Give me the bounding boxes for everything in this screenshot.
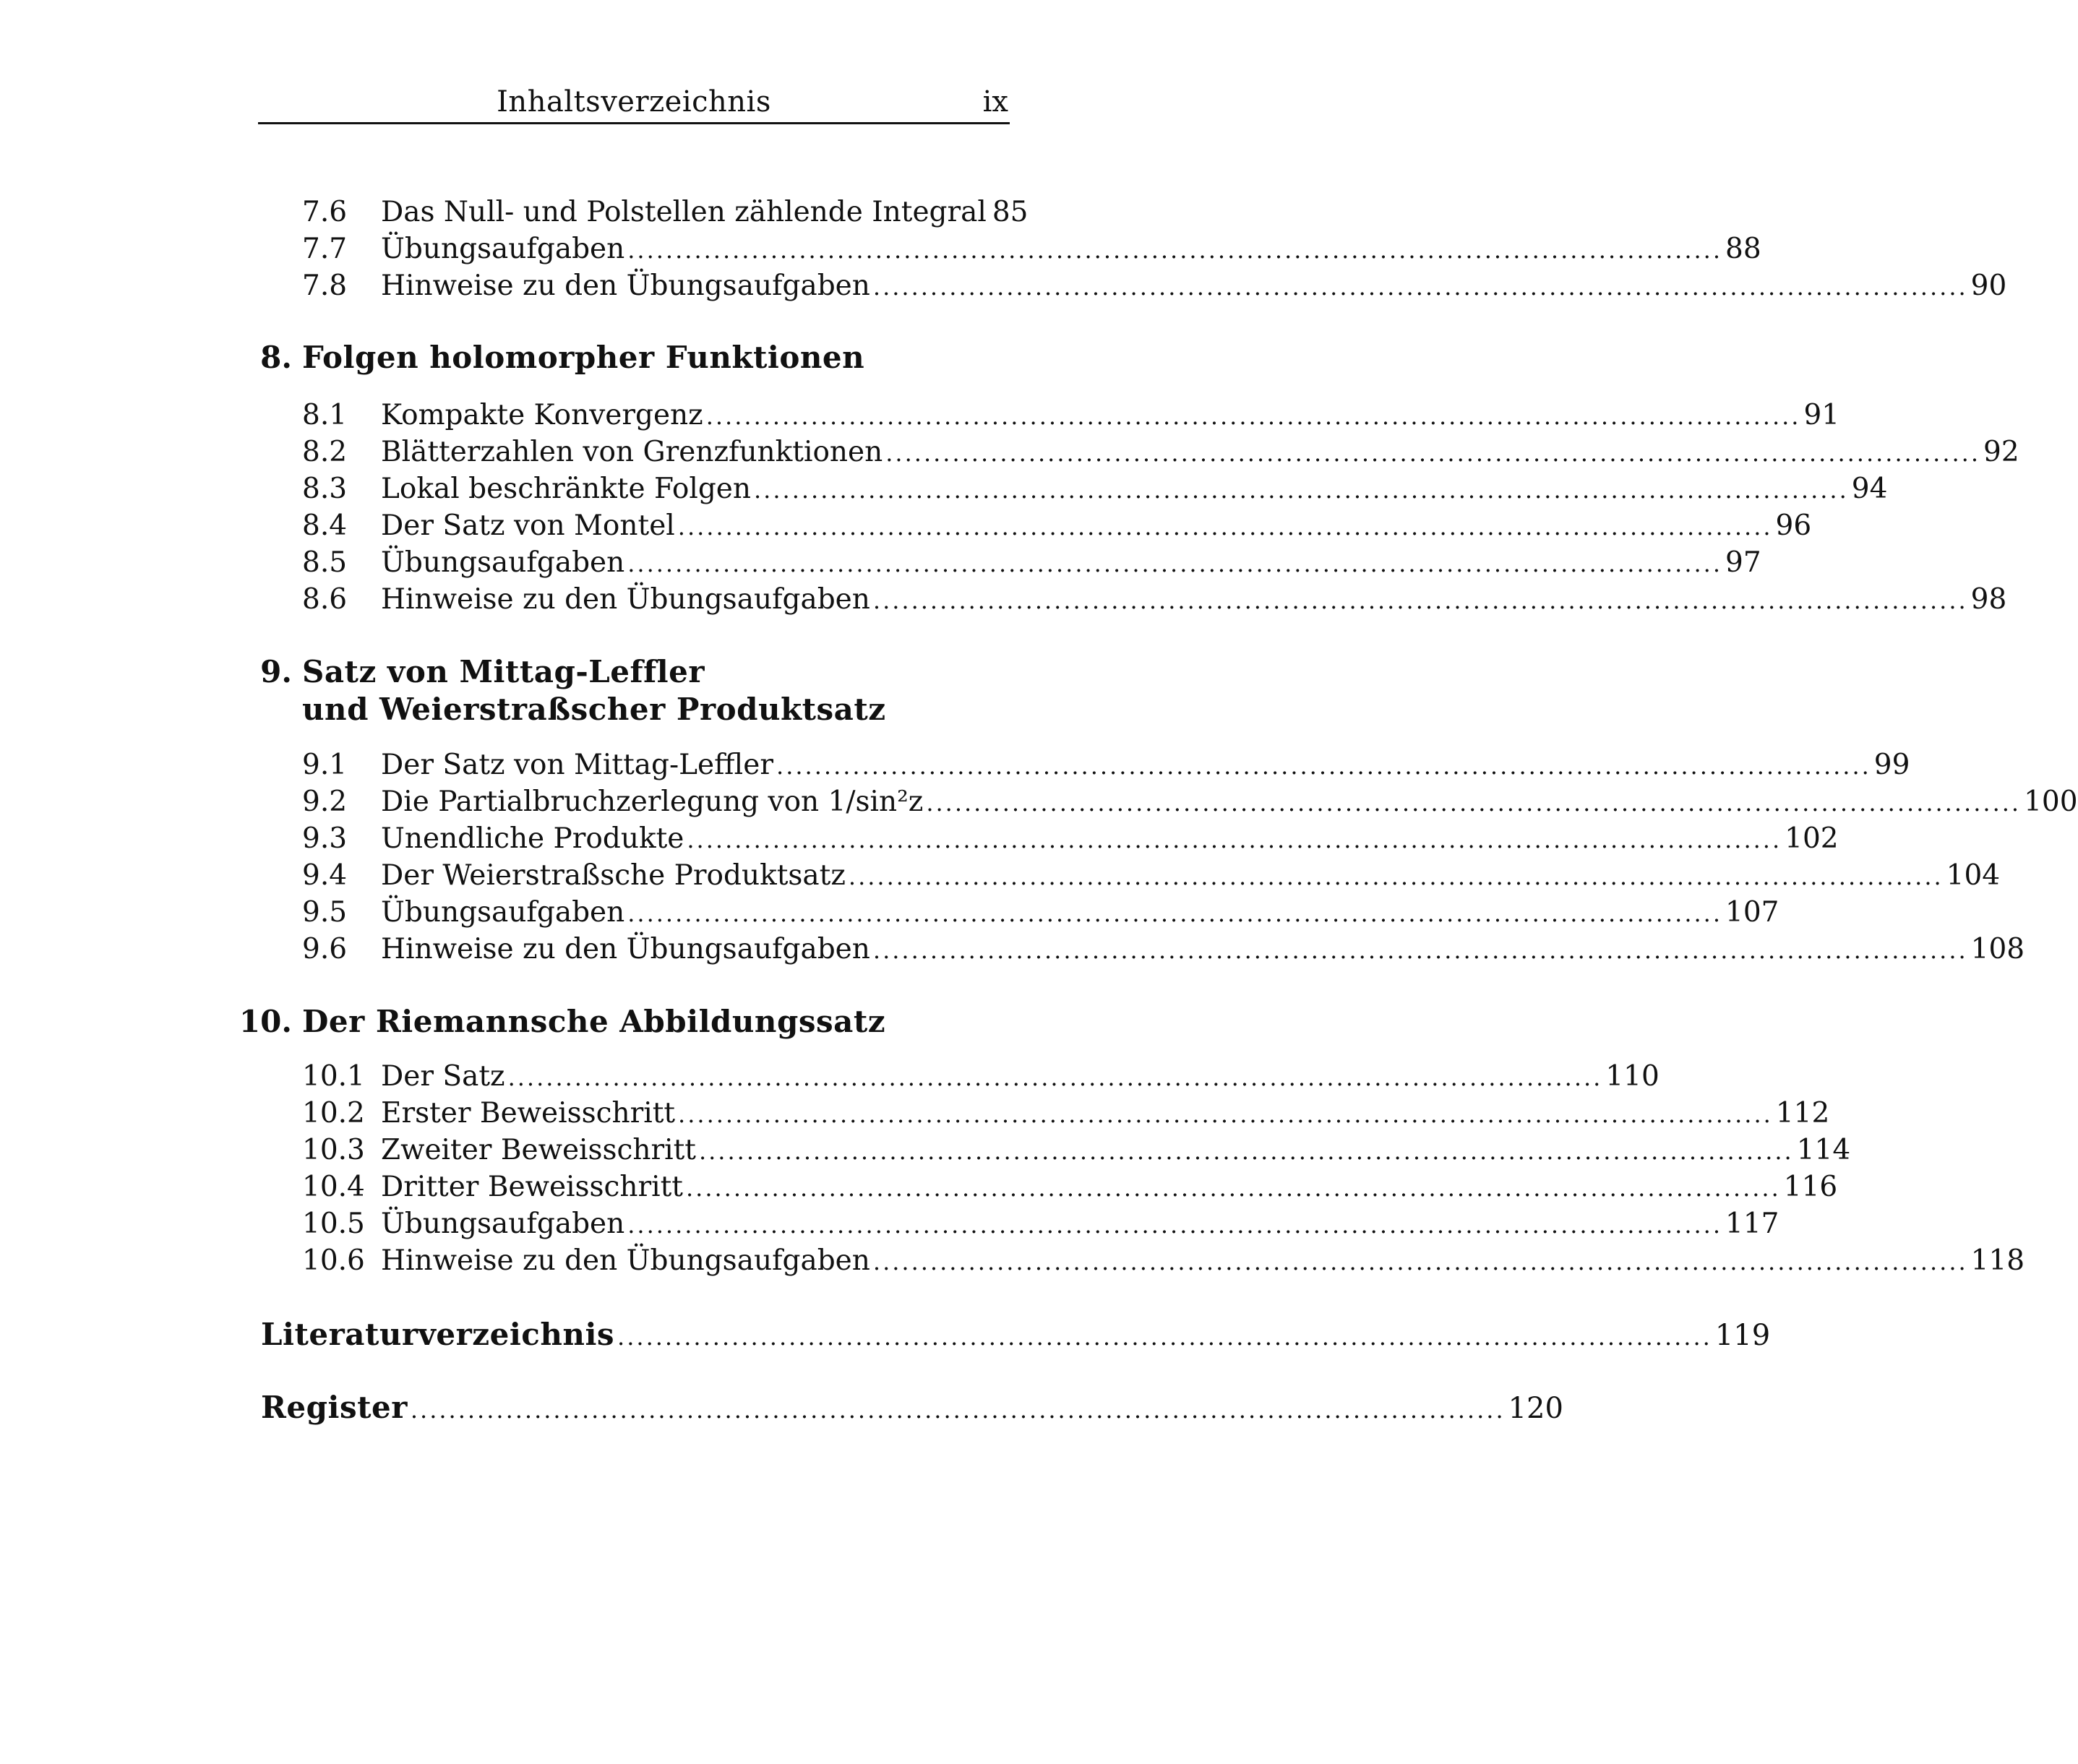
toc-entry[interactable] bbox=[0, 194, 1159, 231]
toc-entry-title: Blätterzahlen von Grenzfunktionen bbox=[381, 436, 883, 468]
toc-entry-page: 97 bbox=[1725, 546, 1761, 579]
dot-leader: ................................................................................................................... bbox=[926, 789, 2022, 817]
toc-entry[interactable] bbox=[0, 1242, 2025, 1280]
toc-backmatter-title: Register bbox=[261, 1390, 408, 1425]
toc-entry-title: Erster Beweisschritt bbox=[381, 1097, 676, 1130]
toc-entry[interactable] bbox=[0, 857, 2001, 895]
toc-entry-page: 116 bbox=[1783, 1171, 1838, 1203]
toc-entry-number: 9.5 bbox=[302, 896, 348, 929]
toc-entry[interactable] bbox=[0, 507, 1812, 545]
toc-entry[interactable] bbox=[0, 747, 1910, 784]
dot-leader: ................................................................................................................... bbox=[754, 476, 1849, 504]
toc-entry-page: 99 bbox=[1873, 749, 1910, 781]
chapter-title bbox=[302, 1003, 885, 1041]
toc-entry[interactable] bbox=[0, 1095, 1830, 1132]
dot-leader: ................................................................................................................... bbox=[698, 1137, 1794, 1165]
toc-entry-title: Hinweise zu den Übungsaufgaben bbox=[381, 1244, 870, 1277]
dot-leader: ................................................................................................................... bbox=[872, 937, 1968, 964]
toc-entry-page: 98 bbox=[1970, 583, 2007, 616]
toc-entry[interactable] bbox=[0, 894, 1779, 932]
running-header-title: Inhaltsverzeichnis bbox=[497, 85, 771, 119]
toc-entry[interactable] bbox=[0, 1169, 1838, 1206]
toc-entry-number: 10.5 bbox=[302, 1208, 365, 1240]
toc-entry[interactable] bbox=[0, 267, 2007, 305]
toc-entry-page: 96 bbox=[1775, 509, 1812, 542]
toc-entry-page: 100 bbox=[2024, 786, 2078, 818]
dot-leader: ................................................................................................................... bbox=[685, 1174, 1781, 1202]
toc-entry-title: Die Partialbruchzerlegung von 1/sin²z bbox=[381, 786, 924, 818]
chapter-title-line: Der Riemannsche Abbildungssatz bbox=[302, 1004, 886, 1039]
header-rule bbox=[258, 122, 1010, 124]
dot-leader: ................................................................................................................... bbox=[410, 1396, 1506, 1424]
dot-leader: ................................................................................................................... bbox=[627, 236, 1722, 264]
toc-entry-page: 91 bbox=[1803, 399, 1840, 431]
toc-entry-title: Übungsaufgaben bbox=[381, 233, 625, 265]
running-header-page-number: ix bbox=[982, 85, 1008, 119]
dot-leader: ................................................................................................................... bbox=[627, 900, 1722, 927]
chapter-title-line: Folgen holomorpher Funktionen bbox=[302, 340, 865, 375]
toc-entry-page: 108 bbox=[1970, 933, 2025, 965]
toc-entry[interactable] bbox=[0, 1058, 1660, 1096]
toc-entry-title: Hinweise zu den Übungsaufgaben bbox=[381, 933, 870, 965]
dot-leader: ................................................................................................................... bbox=[705, 403, 1801, 430]
toc-entry-title: Der Satz bbox=[381, 1060, 505, 1093]
chapter-title-line: Satz von Mittag-Leffler bbox=[302, 654, 705, 689]
toc-entry-page: 117 bbox=[1725, 1208, 1779, 1240]
chapter-number: 10. bbox=[239, 1004, 292, 1039]
dot-leader: ................................................................................................................... bbox=[617, 1323, 1712, 1351]
toc-entry[interactable] bbox=[0, 783, 2078, 821]
toc-backmatter-entry[interactable] bbox=[0, 1315, 1771, 1354]
toc-entry[interactable] bbox=[0, 397, 1840, 434]
toc-entry-title: Hinweise zu den Übungsaufgaben bbox=[381, 270, 870, 302]
toc-entry-page: 107 bbox=[1725, 896, 1779, 929]
dot-leader: ................................................................................................................... bbox=[627, 1211, 1722, 1239]
toc-entry-title: Der Satz von Montel bbox=[381, 509, 675, 542]
toc-entry-title: Kompakte Konvergenz bbox=[381, 399, 703, 431]
dot-leader: ................................................................................................................... bbox=[678, 1101, 1773, 1128]
toc-entry-number: 9.3 bbox=[302, 822, 348, 855]
dot-leader: ................................................................................................................... bbox=[885, 439, 1981, 467]
toc-entry-page: 88 bbox=[1725, 233, 1761, 265]
toc-entry-number: 9.4 bbox=[302, 859, 348, 892]
dot-leader: ................................................................................................................... bbox=[848, 863, 1944, 890]
toc-entry-number: 7.7 bbox=[302, 233, 348, 265]
toc-entry-number: 7.8 bbox=[302, 270, 348, 302]
chapter-number: 9. bbox=[260, 654, 292, 689]
toc-entry-title: Der Satz von Mittag-Leffler bbox=[381, 749, 774, 781]
toc-entry-number: 10.3 bbox=[302, 1134, 365, 1166]
toc-entry[interactable] bbox=[0, 581, 2007, 619]
toc-entry-page: 92 bbox=[1983, 436, 2019, 468]
toc-entry[interactable] bbox=[0, 931, 2025, 968]
toc-entry-title: Übungsaufgaben bbox=[381, 1208, 625, 1240]
toc-entry-number: 8.5 bbox=[302, 546, 348, 579]
toc-entry-page: 102 bbox=[1785, 822, 1839, 855]
chapter-title-line: und Weierstraßscher Produktsatz bbox=[302, 692, 886, 727]
toc-entry-page: 90 bbox=[1970, 270, 2007, 302]
toc-entry-title: Hinweise zu den Übungsaufgaben bbox=[381, 583, 870, 616]
toc-entry-number: 8.4 bbox=[302, 509, 348, 542]
toc-backmatter-entry[interactable] bbox=[0, 1388, 1563, 1427]
toc-entry-number: 8.3 bbox=[302, 473, 348, 505]
toc-entry-page: 118 bbox=[1970, 1244, 2025, 1277]
toc-entry-title: Das Null- und Polstellen zählende Integral bbox=[381, 196, 987, 228]
toc-entry-title: Dritter Beweisschritt bbox=[381, 1171, 683, 1203]
toc-entry-page: 114 bbox=[1796, 1134, 1851, 1166]
dot-leader: ................................................................................................................... bbox=[677, 513, 1773, 541]
dot-leader: ................................................................................................................... bbox=[872, 1248, 1968, 1275]
running-header bbox=[258, 81, 1010, 124]
dot-leader: ................................................................................................................... bbox=[872, 273, 1968, 301]
toc-entry-page: 94 bbox=[1851, 473, 1888, 505]
chapter-number: 8. bbox=[260, 340, 292, 375]
dot-leader: ................................................................................................................... bbox=[872, 587, 1968, 614]
dot-leader: ................................................................................................................... bbox=[627, 550, 1722, 577]
toc-entry-title: Unendliche Produkte bbox=[381, 822, 684, 855]
toc-entry-number: 9.2 bbox=[302, 786, 348, 818]
toc-entry-number: 10.1 bbox=[302, 1060, 365, 1093]
toc-entry-title: Zweiter Beweisschritt bbox=[381, 1134, 696, 1166]
toc-entry-title: Übungsaufgaben bbox=[381, 546, 625, 579]
dot-leader: ................................................................................................................... bbox=[776, 752, 1871, 780]
toc-entry-number: 9.1 bbox=[302, 749, 348, 781]
toc-entry[interactable] bbox=[0, 470, 1888, 508]
toc-entry[interactable] bbox=[0, 1205, 1779, 1243]
chapter-title bbox=[302, 339, 864, 377]
toc-entry-title: Übungsaufgaben bbox=[381, 896, 625, 929]
toc-entry-title: Der Weierstraßsche Produktsatz bbox=[381, 859, 846, 892]
toc-entry[interactable] bbox=[0, 434, 2019, 471]
toc-entry[interactable] bbox=[0, 544, 1761, 582]
toc-entry-number: 7.6 bbox=[302, 196, 348, 228]
toc-entry-number: 8.6 bbox=[302, 583, 348, 616]
toc-entry-number: 8.1 bbox=[302, 399, 348, 431]
toc-entry-page: 110 bbox=[1605, 1060, 1660, 1093]
toc-entry[interactable] bbox=[0, 231, 1761, 268]
toc-entry-number: 10.4 bbox=[302, 1171, 365, 1203]
dot-leader: ................................................................................................................... bbox=[687, 826, 1782, 853]
toc-entry-title: Lokal beschränkte Folgen bbox=[381, 473, 751, 505]
toc-entry-number: 10.2 bbox=[302, 1097, 365, 1130]
toc-entry-page: 85 bbox=[992, 196, 1029, 228]
chapter-title bbox=[302, 653, 886, 728]
toc-backmatter-page: 119 bbox=[1714, 1319, 1771, 1352]
toc-entry[interactable] bbox=[0, 820, 1839, 858]
toc-entry[interactable] bbox=[0, 1132, 1851, 1169]
toc-entry-number: 9.6 bbox=[302, 933, 348, 965]
toc-entry-number: 8.2 bbox=[302, 436, 348, 468]
toc-entry-page: 104 bbox=[1946, 859, 2001, 892]
toc-backmatter-title: Literaturverzeichnis bbox=[261, 1317, 615, 1352]
dot-leader: ................................................................................................................... bbox=[507, 1064, 1603, 1091]
toc-entry-page: 112 bbox=[1775, 1097, 1830, 1130]
toc-entry-number: 10.6 bbox=[302, 1244, 365, 1277]
toc-backmatter-page: 120 bbox=[1508, 1392, 1563, 1425]
